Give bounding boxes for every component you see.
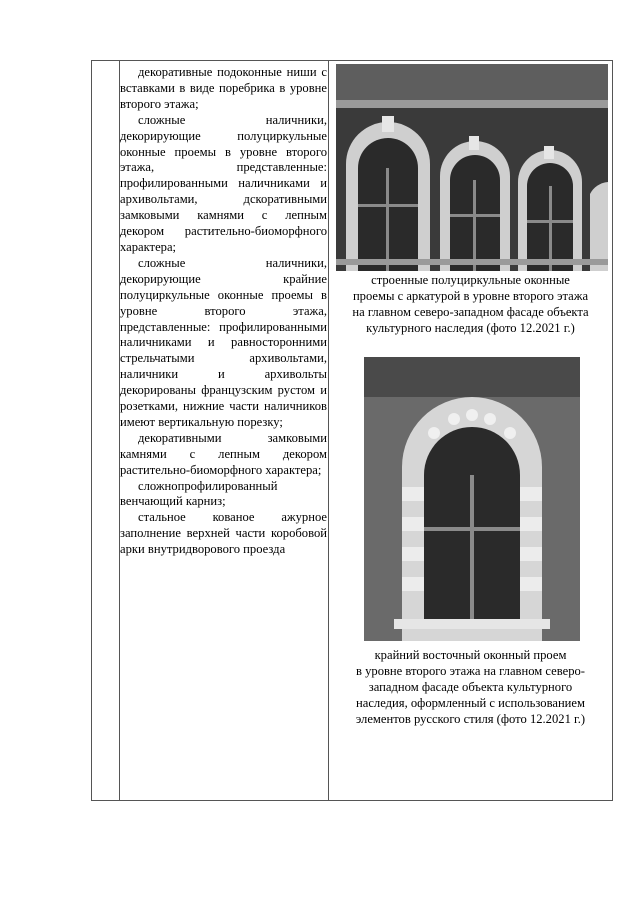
eastern-window-photo <box>364 357 580 641</box>
architectural-elements-list <box>120 65 327 558</box>
photo-caption: строенные полуциркульные оконные проемы с аркатурой в уровне второго этажа на главном северо-западном фасаде объекта культурного наследия (фото 12.2021 г.) <box>352 273 589 335</box>
facade-arched-windows-photo <box>336 64 608 271</box>
list-item: декоративные подоконные ниши с вставками в виде поребрика в уровне второго этажа; <box>120 65 327 111</box>
list-item: сложные наличники, декорирующие крайние полуциркульные оконные проемы в уровне второго этажа, представленные: профилированными наличниками и равносторонними стрельчатыми архивольтами, наличники и архивольты декорированы французским рустом и розетками, нижние части наличников имеют вертикальную порезку; <box>120 255 327 429</box>
list-item: сложнопрофилированный венчающий карниз; <box>120 478 278 509</box>
list-item: декоративными замковыми камнями с лепным декором растительно-биоморфного характера; <box>120 430 327 477</box>
photo-caption: крайний восточный оконный проем в уровне второго этажа на главном северо- западном фасаде объекта культурного наследия, оформленный с использованием элементов русского стиля (фото 12.2021 г.) <box>355 648 586 726</box>
list-item: стальное кованое ажурное заполнение верхней части коробовой арки внутридворового проезда <box>120 510 327 557</box>
list-item: сложные наличники, декорирующие полуциркульные оконные проемы в уровне второго этажа, представленные: профилированными наличниками и архивольтами, дскоративными замковыми камнями с лепным декором растительно-биоморфного характера; <box>120 112 327 254</box>
